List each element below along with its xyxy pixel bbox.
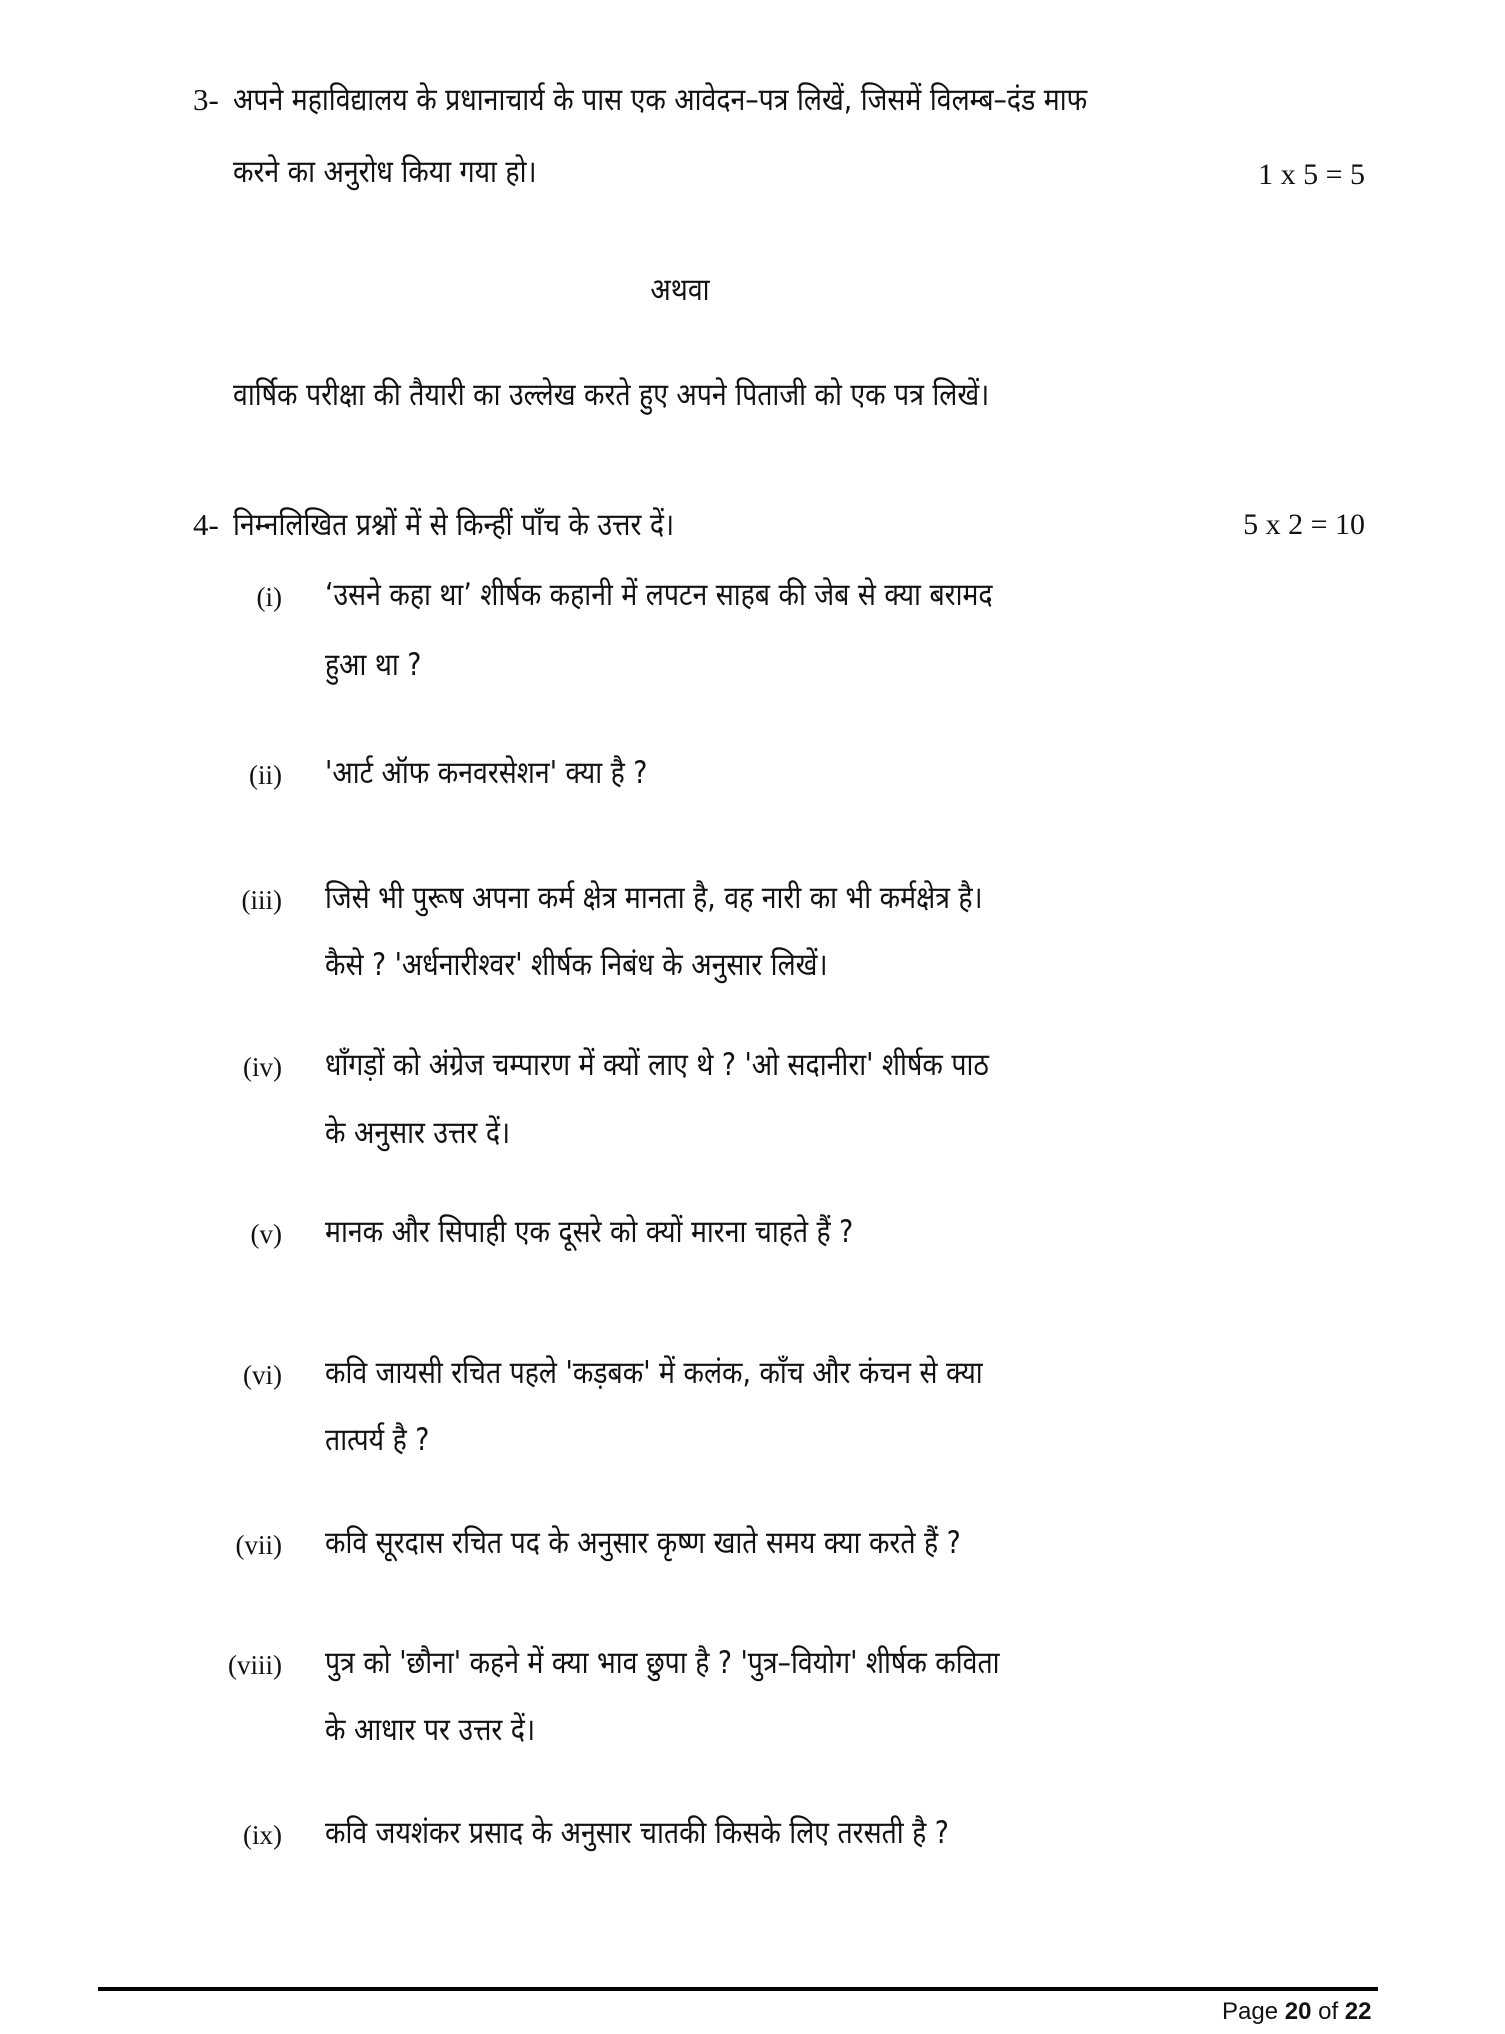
sub-question-text: ‘उसने कहा था’ शीर्षक कहानी में लपटन साहब की जेब से क्या बरामद (325, 577, 993, 613)
sub-question-text: पुत्र को 'छौना' कहने में क्या भाव छुपा है ? 'पुत्र–वियोग' शीर्षक कविता (325, 1645, 1000, 1681)
sub-question-text: धाँगड़ों को अंग्रेज चम्पारण में क्यों लाए थे ? 'ओ सदानीरा' शीर्षक पाठ (325, 1047, 989, 1083)
question-3-text-line1: अपने महाविद्यालय के प्रधानाचार्य के पास एक आवेदन–पत्र लिखें, जिसमें विलम्ब–दंड माफ (233, 82, 1088, 118)
question-4-marks: 5 x 2 = 10 (1243, 508, 1365, 541)
question-3-number: 3- (193, 82, 219, 117)
sub-question-label: (iii) (241, 885, 282, 915)
sub-question-label: (v) (250, 1219, 282, 1249)
sub-question-label: (vi) (243, 1360, 282, 1390)
sub-question-text-cont: के आधार पर उत्तर दें। (325, 1712, 536, 1748)
sub-question-text-cont: कैसे ? 'अर्धनारीश्वर' शीर्षक निबंध के अनुसार लिखें। (325, 947, 828, 983)
footer-rule (98, 1987, 1378, 1991)
sub-question-text: जिसे भी पुरूष अपना कर्म क्षेत्र मानता है, वह नारी का भी कर्मक्षेत्र है। (325, 880, 983, 916)
page-number (1222, 1998, 1372, 2026)
question-3-alternative: वार्षिक परीक्षा की तैयारी का उल्लेख करते हुए अपने पिताजी को एक पत्र लिखें। (233, 377, 990, 413)
question-4-number: 4- (193, 507, 219, 542)
question-3-marks: 1 x 5 = 5 (1258, 158, 1365, 191)
sub-question-text: मानक और सिपाही एक दूसरे को क्यों मारना चाहते हैं ? (325, 1214, 854, 1250)
sub-question-text: कवि जायसी रचित पहले 'कड़बक' में कलंक, काँच और कंचन से क्या (325, 1355, 983, 1391)
question-3-text-line2: करने का अनुरोध किया गया हो। (233, 154, 537, 190)
sub-question-text: 'आर्ट ऑफ कनवरसेशन' क्या है ? (325, 755, 648, 791)
sub-question-label: (ix) (243, 1820, 282, 1850)
sub-question-text-cont: के अनुसार उत्तर दें। (325, 1115, 511, 1151)
sub-question-text: कवि सूरदास रचित पद के अनुसार कृष्ण खाते समय क्या करते हैं ? (325, 1525, 961, 1561)
or-label: अथवा (650, 272, 710, 308)
sub-question-text-cont: हुआ था ? (325, 647, 422, 683)
of-word: of (1318, 1998, 1339, 2025)
sub-question-label: (viii) (228, 1650, 282, 1680)
sub-question-label: (iv) (243, 1052, 282, 1082)
sub-question-text: कवि जयशंकर प्रसाद के अनुसार चातकी किसके लिए तरसती है ? (325, 1815, 949, 1851)
page-word: Page (1222, 1998, 1279, 2025)
total-pages: 22 (1344, 1998, 1372, 2025)
current-page: 20 (1284, 1998, 1312, 2025)
sub-question-label: (vii) (235, 1530, 282, 1560)
question-4-instruction: निम्नलिखित प्रश्नों में से किन्हीं पाँच के उत्तर दें। (233, 507, 675, 543)
sub-question-label: (i) (256, 582, 282, 612)
sub-question-text-cont: तात्पर्य है ? (325, 1422, 430, 1458)
sub-question-label: (ii) (249, 760, 282, 790)
